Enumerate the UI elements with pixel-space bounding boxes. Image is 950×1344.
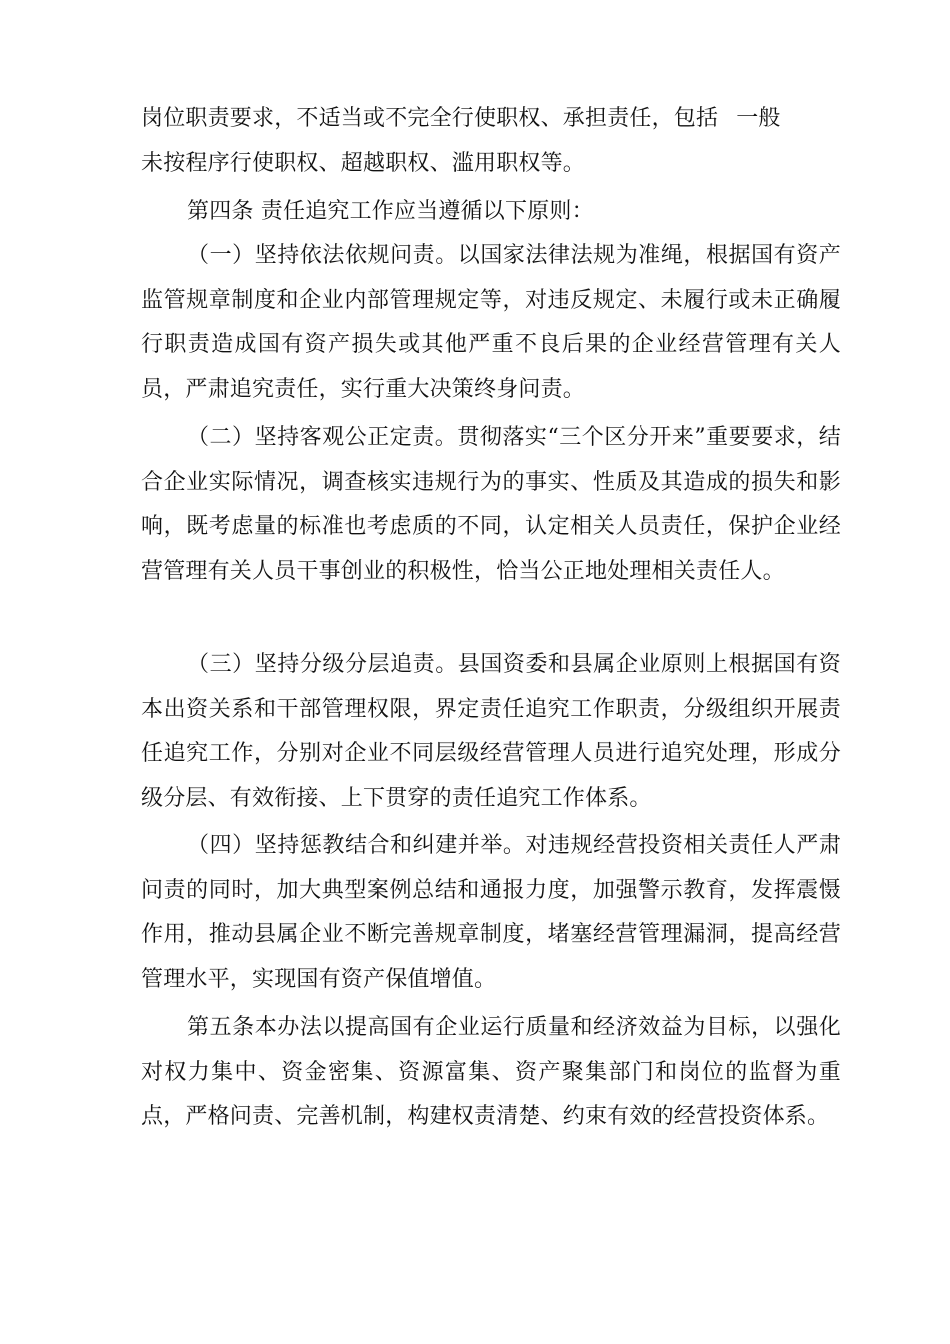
paragraph-text: 岗位职责要求，不适当或不完全行使职权、承担责任，包括 — [141, 106, 719, 131]
article-4-heading: 第四条 责任追究工作应当遵循以下原则： — [187, 199, 594, 224]
principle-1-paragraph: （一）坚持依法依规问责。以国家法律法规为准绳，根据国有资产监管规章制度和企业内部管理规定等，对违反规定、未履行或未正确履行职责造成国有资产损失或其他严重不良后果的企业经营管理有关人员，严肃追究责任，实行重大决策终身问责。 — [141, 243, 841, 402]
paragraph-text-line2: 未按程序行使职权、超越职权、滥用职权等。 — [141, 150, 586, 176]
principle-4-paragraph: （四）坚持惩教结合和纠建并举。对违规经营投资相关责任人严肃问责的同时，加大典型案例总结和通报力度，加强警示教育，发挥震慑作用，推动县属企业不断完善规章制度，堵塞经营管理漏洞，提高经营管理水平，实现国有资产保值增值。 — [141, 833, 841, 992]
paragraph-continued — [141, 97, 841, 186]
paragraph-text-trailing: 一般 — [736, 106, 781, 131]
article-5-paragraph: 第五条本办法以提高国有企业运行质量和经济效益为目标，以强化对权力集中、资金密集、资源富集、资产聚集部门和岗位的监督为重点，严格问责、完善机制，构建权责清楚、约束有效的经营投资体系。 — [141, 1015, 841, 1129]
principle-3-paragraph: （三）坚持分级分层追责。县国资委和县属企业原则上根据国有资本出资关系和干部管理权限，界定责任追究工作职责，分级组织开展责任追究工作，分别对企业不同层级经营管理人员进行追究处理，形成分级分层、有效衔接、上下贯穿的责任追究工作体系。 — [141, 652, 841, 811]
principle-2-paragraph: （二）坚持客观公正定责。贯彻落实“三个区分开来”重要要求，结合企业实际情况，调查核实违规行为的事实、性质及其造成的损失和影响，既考虑量的标准也考虑质的不同，认定相关人员责任，保护企业经营管理有关人员干事创业的积极性，恰当公正地处理相关责任人。 — [141, 425, 841, 584]
